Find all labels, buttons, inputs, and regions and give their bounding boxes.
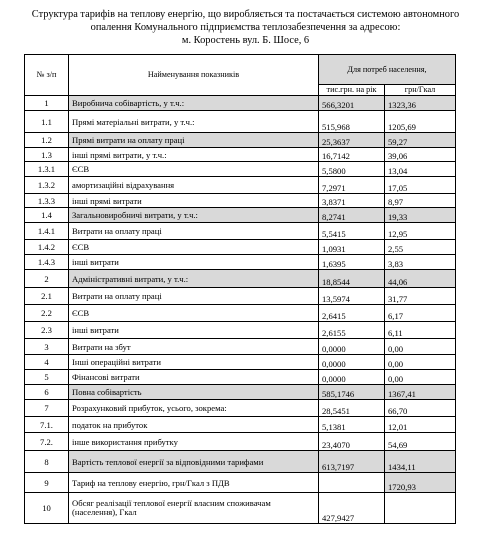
- table-row: [25, 339, 456, 355]
- title-line-3: м. Коростень вул. Б. Шосе, 6: [181, 35, 310, 46]
- row-value-uah-per-gcal: 2,55: [385, 240, 456, 255]
- header-unit-thousand-uah: тис.грн. на рік: [319, 85, 385, 96]
- row-number: 7: [25, 400, 69, 417]
- table-row: [25, 400, 456, 417]
- row-value-thousand-uah: 28,5451: [319, 400, 385, 417]
- table-row: [25, 148, 456, 162]
- header-unit-uah-per-gcal: грн/Гкал: [385, 85, 456, 96]
- header-group: Для потреб населення,: [319, 55, 456, 85]
- table-row: [25, 194, 456, 208]
- row-number: 7.1.: [25, 417, 69, 433]
- row-value-thousand-uah: [319, 473, 385, 493]
- row-value-uah-per-gcal: 12,95: [385, 223, 456, 240]
- row-value-uah-per-gcal: 17,05: [385, 177, 456, 194]
- row-value-thousand-uah: 5,5415: [319, 223, 385, 240]
- table-row: [25, 111, 456, 133]
- table-row: [25, 493, 456, 524]
- row-value-thousand-uah: 0,0000: [319, 339, 385, 355]
- table-row: [25, 208, 456, 223]
- row-value-thousand-uah: 2,6155: [319, 322, 385, 339]
- table-row: [25, 288, 456, 305]
- row-value-thousand-uah: 7,2971: [319, 177, 385, 194]
- row-value-thousand-uah: 3,8371: [319, 194, 385, 208]
- table-row: [25, 322, 456, 339]
- row-value-uah-per-gcal: 13,04: [385, 162, 456, 177]
- row-value-thousand-uah: 2,6415: [319, 305, 385, 322]
- row-indicator-name: Обсяг реалізації теплової енергії власним споживачам (населення), Гкал: [69, 493, 319, 524]
- title-line-1: Структура тарифів на теплову енергію, що виробляється та постачається системою автономного: [31, 9, 460, 20]
- row-number: 1.4.2: [25, 240, 69, 255]
- row-value-uah-per-gcal: 66,70: [385, 400, 456, 417]
- row-number: 6: [25, 385, 69, 400]
- row-number: 8: [25, 451, 69, 473]
- table-row: [25, 270, 456, 288]
- row-value-uah-per-gcal: 39,06: [385, 148, 456, 162]
- row-number: 2: [25, 270, 69, 288]
- row-number: 1.4: [25, 208, 69, 223]
- row-indicator-name: інші прямі витрати: [69, 194, 319, 208]
- row-value-thousand-uah: 8,2741: [319, 208, 385, 223]
- row-indicator-name: Розрахунковий прибуток, усього, зокрема:: [69, 400, 319, 417]
- row-indicator-name: Адміністративні витрати, у т.ч.:: [69, 270, 319, 288]
- row-indicator-name: інше використання прибутку: [69, 433, 319, 451]
- row-indicator-name: Загальновиробничі витрати, у т.ч.:: [69, 208, 319, 223]
- row-value-uah-per-gcal: 1367,41: [385, 385, 456, 400]
- row-value-thousand-uah: 613,7197: [319, 451, 385, 473]
- table-row: [25, 223, 456, 240]
- row-number: 9: [25, 473, 69, 493]
- row-value-uah-per-gcal: 1720,93: [385, 473, 456, 493]
- row-value-thousand-uah: 1,0931: [319, 240, 385, 255]
- row-indicator-name: ЄСВ: [69, 162, 319, 177]
- row-indicator-name: Інші операційні витрати: [69, 355, 319, 370]
- table-row: [25, 451, 456, 473]
- row-number: 4: [25, 355, 69, 370]
- table-row: [25, 370, 456, 385]
- row-value-uah-per-gcal: 59,27: [385, 133, 456, 148]
- table-row: [25, 473, 456, 493]
- row-value-thousand-uah: 18,8544: [319, 270, 385, 288]
- title-line-2: опалення Комунального підприємства теплозабезпечення за адресою:: [90, 22, 401, 33]
- row-indicator-name: податок на прибуток: [69, 417, 319, 433]
- row-value-uah-per-gcal: 1205,69: [385, 111, 456, 133]
- row-number: 2.3: [25, 322, 69, 339]
- row-value-uah-per-gcal: 6,17: [385, 305, 456, 322]
- row-number: 10: [25, 493, 69, 524]
- table-row: [25, 96, 456, 111]
- row-value-uah-per-gcal: 54,69: [385, 433, 456, 451]
- row-value-thousand-uah: 427,9427: [319, 493, 385, 524]
- row-value-uah-per-gcal: 8,97: [385, 194, 456, 208]
- row-value-uah-per-gcal: 0,00: [385, 370, 456, 385]
- row-indicator-name: Виробнича собівартість, у т.ч.:: [69, 96, 319, 111]
- row-value-thousand-uah: 566,3201: [319, 96, 385, 111]
- row-value-uah-per-gcal: 1434,11: [385, 451, 456, 473]
- row-number: 1.3.3: [25, 194, 69, 208]
- row-value-uah-per-gcal: 31,77: [385, 288, 456, 305]
- row-indicator-name: Повна собівартість: [69, 385, 319, 400]
- row-indicator-name: Вартість теплової енергії за відповідними тарифами: [69, 451, 319, 473]
- row-value-uah-per-gcal: [385, 493, 456, 524]
- row-number: 1.1: [25, 111, 69, 133]
- row-number: 1.3.2: [25, 177, 69, 194]
- tariff-structure-table: [24, 54, 456, 524]
- row-value-uah-per-gcal: 1323,36: [385, 96, 456, 111]
- row-value-uah-per-gcal: 19,33: [385, 208, 456, 223]
- row-indicator-name: Прямі витрати на оплату праці: [69, 133, 319, 148]
- row-number: 7.2.: [25, 433, 69, 451]
- row-value-thousand-uah: 16,7142: [319, 148, 385, 162]
- row-indicator-name: амортизаційні відрахування: [69, 177, 319, 194]
- row-indicator-name: Тариф на теплову енергію, грн/Гкал з ПДВ: [69, 473, 319, 493]
- row-value-thousand-uah: 5,5800: [319, 162, 385, 177]
- row-number: 1.4.1: [25, 223, 69, 240]
- row-number: 1.3.1: [25, 162, 69, 177]
- row-value-thousand-uah: 515,968: [319, 111, 385, 133]
- header-name: Найменування показників: [69, 55, 319, 96]
- table-row: [25, 433, 456, 451]
- row-value-thousand-uah: 23,4070: [319, 433, 385, 451]
- header-num: № з/п: [25, 55, 69, 96]
- row-indicator-name: інші витрати: [69, 322, 319, 339]
- row-indicator-name: інші витрати: [69, 255, 319, 270]
- row-value-thousand-uah: 25,3637: [319, 133, 385, 148]
- row-number: 1.3: [25, 148, 69, 162]
- row-value-uah-per-gcal: 3,83: [385, 255, 456, 270]
- table-row: [25, 255, 456, 270]
- row-indicator-name: Витрати на збут: [69, 339, 319, 355]
- row-indicator-name: Прямі матеріальні витрати, у т.ч.:: [69, 111, 319, 133]
- row-number: 2.2: [25, 305, 69, 322]
- row-indicator-name: Витрати на оплату праці: [69, 223, 319, 240]
- table-row: [25, 240, 456, 255]
- row-value-thousand-uah: 1,6395: [319, 255, 385, 270]
- row-indicator-name: ЄСВ: [69, 305, 319, 322]
- row-number: 5: [25, 370, 69, 385]
- table-row: [25, 177, 456, 194]
- row-value-uah-per-gcal: 44,06: [385, 270, 456, 288]
- table-row: [25, 417, 456, 433]
- row-number: 1: [25, 96, 69, 111]
- row-value-thousand-uah: 13,5974: [319, 288, 385, 305]
- row-value-thousand-uah: 0,0000: [319, 370, 385, 385]
- row-value-thousand-uah: 5,1381: [319, 417, 385, 433]
- table-row: [25, 355, 456, 370]
- row-indicator-name: Витрати на оплату праці: [69, 288, 319, 305]
- table-row: [25, 133, 456, 148]
- row-value-uah-per-gcal: 0,00: [385, 339, 456, 355]
- document-title: [0, 8, 491, 47]
- row-value-thousand-uah: 585,1746: [319, 385, 385, 400]
- row-value-uah-per-gcal: 0,00: [385, 355, 456, 370]
- table-row: [25, 162, 456, 177]
- row-indicator-name: інші прямі витрати, у т.ч.:: [69, 148, 319, 162]
- table-row: [25, 305, 456, 322]
- row-number: 2.1: [25, 288, 69, 305]
- row-value-uah-per-gcal: 12,01: [385, 417, 456, 433]
- table-row: [25, 385, 456, 400]
- row-value-uah-per-gcal: 6,11: [385, 322, 456, 339]
- row-number: 3: [25, 339, 69, 355]
- row-indicator-name: ЄСВ: [69, 240, 319, 255]
- row-value-thousand-uah: 0,0000: [319, 355, 385, 370]
- row-indicator-name: Фінансові витрати: [69, 370, 319, 385]
- row-number: 1.2: [25, 133, 69, 148]
- row-number: 1.4.3: [25, 255, 69, 270]
